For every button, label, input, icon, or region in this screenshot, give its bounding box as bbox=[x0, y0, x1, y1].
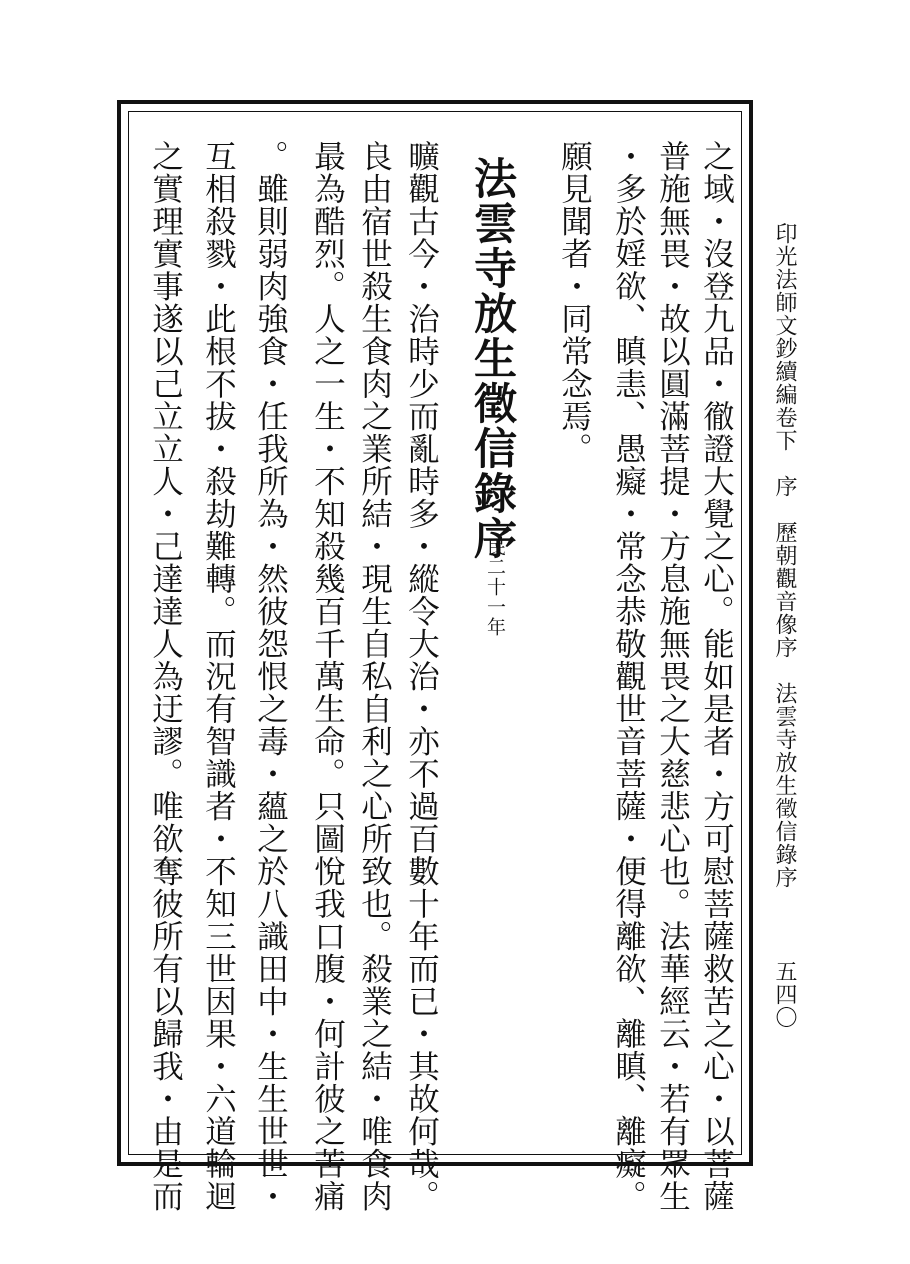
text-column: ・多於婬欲、瞋恚、愚癡・常念恭敬觀世音菩薩・便得離欲、離瞋、離癡。 bbox=[610, 140, 647, 1213]
text-column: 之實理實事遂以己立立人・己達達人為迂謬。唯欲奪彼所有以歸我・由是而 bbox=[147, 140, 184, 1213]
text-column: 願見聞者・同常念焉。 bbox=[556, 140, 593, 465]
article-title: 法雲寺放生徵信錄序 bbox=[467, 156, 517, 561]
text-column: 互相殺戮・此根不拔・殺劫難轉。而況有智識者・不知三世因果・六道輪迴 bbox=[200, 140, 237, 1213]
running-header: 印光法師文鈔續編卷下 序 歷朝觀音像序 法雲寺放生徵信錄序 bbox=[772, 222, 797, 889]
text-column: 良由宿世殺生食肉之業所結・現生自私自利之心所致也。殺業之結・唯食肉 bbox=[356, 140, 393, 1213]
page-number: 五四〇 bbox=[772, 960, 797, 1029]
article-date: 民二十一年 bbox=[484, 537, 506, 637]
text-column: 。雖則弱肉強食・任我所為・然彼怨恨之毒・蘊之於八識田中・生生世世・ bbox=[252, 140, 289, 1213]
text-column: 之域・沒登九品・徹證大覺之心。能如是者・方可慰菩薩救苦之心・以菩薩 bbox=[698, 140, 735, 1213]
text-column: 最為酷烈。人之一生・不知殺幾百千萬生命。只圖悅我口腹・何計彼之苦痛 bbox=[309, 140, 346, 1213]
text-column: 普施無畏・故以圓滿菩提・方息施無畏之大慈悲心也。法華經云・若有眾生 bbox=[654, 140, 691, 1213]
text-column: 曠觀古今・治時少而亂時多・縱令大治・亦不過百數十年而已・其故何哉。 bbox=[403, 140, 440, 1213]
